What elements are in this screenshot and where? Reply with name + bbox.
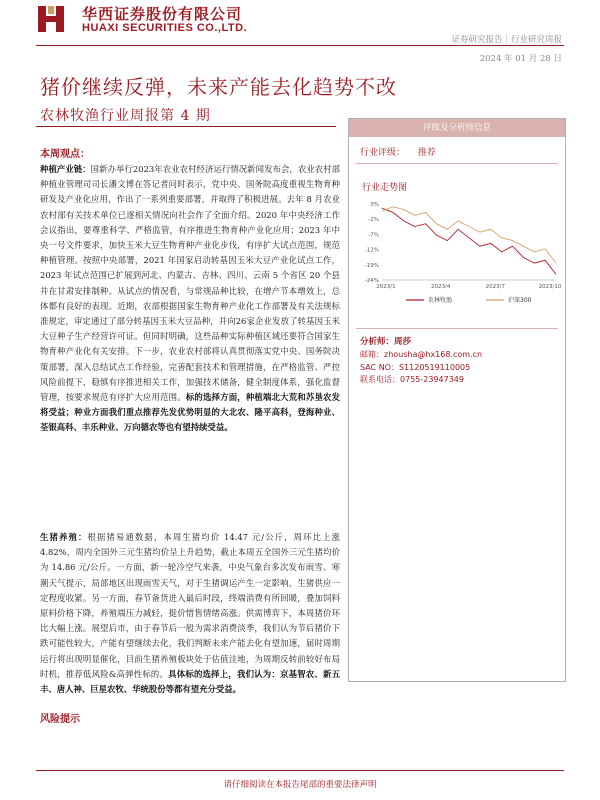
title-divider	[36, 126, 336, 127]
industry-trend-chart	[356, 198, 562, 318]
paragraph-conclusion: 具体标的选择上，我们认为：京基智农、新五丰、唐人神、巨星农牧、华统股份等都有望充分受益。	[40, 668, 340, 695]
header-divider	[36, 45, 564, 46]
rating-value: 推荐	[417, 148, 436, 158]
x-tick-label: 2023/7	[485, 284, 506, 290]
analyst-divider	[356, 328, 558, 329]
section-heading-view: 本周观点：	[40, 149, 90, 160]
company-name-cn: 华西证券股份有限公司	[82, 5, 243, 23]
series-line-0	[382, 208, 556, 274]
paragraph-hog	[40, 530, 340, 697]
industry-rating	[360, 145, 446, 158]
paragraph-lead: 种植产业链：	[40, 164, 91, 174]
x-tick-label: 2023/1	[376, 284, 396, 290]
sidebar-divider	[356, 163, 558, 164]
legal-notice: 请仔细阅读在本报告尾部的重要法律声明	[223, 780, 377, 790]
analyst-email[interactable]: 邮箱：zhousha@hx168.com.cn	[360, 350, 483, 359]
series-line-1	[382, 207, 556, 263]
rating-label: 行业评级：	[360, 148, 406, 158]
paragraph-conclusion: 标的选择方面，种植端北大荒和苏垦农发将受益；种业方面我们重点推荐先发优势明显的大北农、隆平高科，登海种业、荃银高科、丰乐种业、万向德农等也有望持续受益。	[40, 392, 340, 433]
paragraph-lead: 生猪养殖：	[40, 532, 88, 542]
x-tick-label: 2023/4	[430, 284, 451, 290]
trend-chart-title: 行业走势图	[362, 183, 408, 193]
report-subtitle: 农林牧渔行业周报第 4 期	[40, 108, 211, 124]
sidebar-header: 评级及分析师信息	[349, 119, 565, 137]
paragraph-text: 国新办举行2023年农业农村经济运行情况新闻发布会，农业农村部种植业管理司司长潘文博在答记者问时表示，党中央、国务院高度重视生物育种研发及产业化应用，作出了一系列重要部署，并取得了积极进展。去年 8 月农业农村部有关技术单位已逐相关情况向社会作了全面介绍。2020 年中央经济工作会议指出，要尊重科学、严格监管，有序推进生物育种产业化应用；2023 年中央一号文件要求，加快玉米大豆生物育种产业化步伐，有序扩大试点范围，规范种植管理。按照中央部署，2021 年国家启动转基因玉米大豆产业化试点工作，2023 年试点范围已扩展到河北、内蒙古、吉林、四川、云南 5 个省区 20 个县并在甘肃安排制种。从试点的情况看，与常规品种比较，在增产节本增效上，总体都有良好的表现。近期，农部根据国家生物育种产业化工作部署及有关法规标准规定，审定通过了部分转基因玉米大豆品种，并向26家企业发放了转基因玉米大豆种子生产经营许可证。但同时明确，这些品种实际种植区域还要符合国家生物育种产业化有关安排。下一步，农业农村部将认真贯彻落实党中央、国务院决策部署，深入总结试点工作经验，完善配套技术和管理措施，在严格监管、严控风险前提下，稳慎有序推进相关工作，加强技术储备，健全制度体系，强化监督管理，按要求规范有序扩大应用范围。	[40, 164, 341, 403]
y-tick-label: 3%	[370, 202, 379, 208]
paragraph-planting	[40, 162, 340, 436]
y-tick-label: -12%	[364, 247, 379, 254]
x-tick-label: 2023/10	[538, 284, 562, 290]
y-tick-label: -7%	[368, 232, 379, 239]
footer-divider	[36, 770, 564, 771]
company-name-en: HUAXI SECURITIES CO.,LTD.	[82, 22, 248, 34]
analyst-sac-number: SAC NO：S1120519110005	[360, 363, 471, 372]
report-date: 2024 年 01 月 28 日	[479, 54, 562, 64]
paragraph-text: 根据猪易通数据，本周生猪均价 14.47 元/公斤，周环比上涨 4.82%，周内全国外三元生猪均价呈上升趋势，截止本周五全国外三元生猪均价为 14.86 元/公斤。一方面，新一轮冷空气来袭，中央气象台多次发布雨雪、寒潮天气提示，局部地区出现雨雪天气，对于生猪调运产生一定影响，生猪供应一定程度收紧。另一方面，春节备货进入最后时段，终端消费有所回暖，叠加饲料原料价格下降，养殖端压力减轻，挺价惜售情绪高涨。供需博弈下，本周猪价环比大幅上涨。展望后市，由于春节后一般为需求消费淡季，我们认为节后猪价下跌可能性较大，产能有望继续去化，我们判断未来产能去化有望加速，届时周期运行将出现明显催化，目前生猪养殖板块处于估值洼地，为周期反转前较好布局时机，推荐低风险&高弹性标的。	[40, 532, 340, 679]
huaxi-logo-icon	[36, 4, 66, 34]
y-tick-label: -24%	[364, 278, 379, 284]
y-tick-label: -19%	[364, 262, 379, 269]
analyst-name: 分析师：周莎	[360, 337, 412, 347]
legend-label: 农林牧渔	[428, 297, 453, 304]
report-title: 猪价继续反弹，未来产能去化趋势不改	[40, 75, 397, 99]
document-type: 证券研究报告｜行业研究周报	[451, 35, 562, 45]
section-heading-risk: 风险提示	[40, 714, 80, 725]
legend-label: 沪深300	[508, 297, 532, 304]
analyst-phone: 联系电话：0755-23947349	[360, 375, 464, 384]
y-tick-label: -2%	[368, 217, 379, 224]
